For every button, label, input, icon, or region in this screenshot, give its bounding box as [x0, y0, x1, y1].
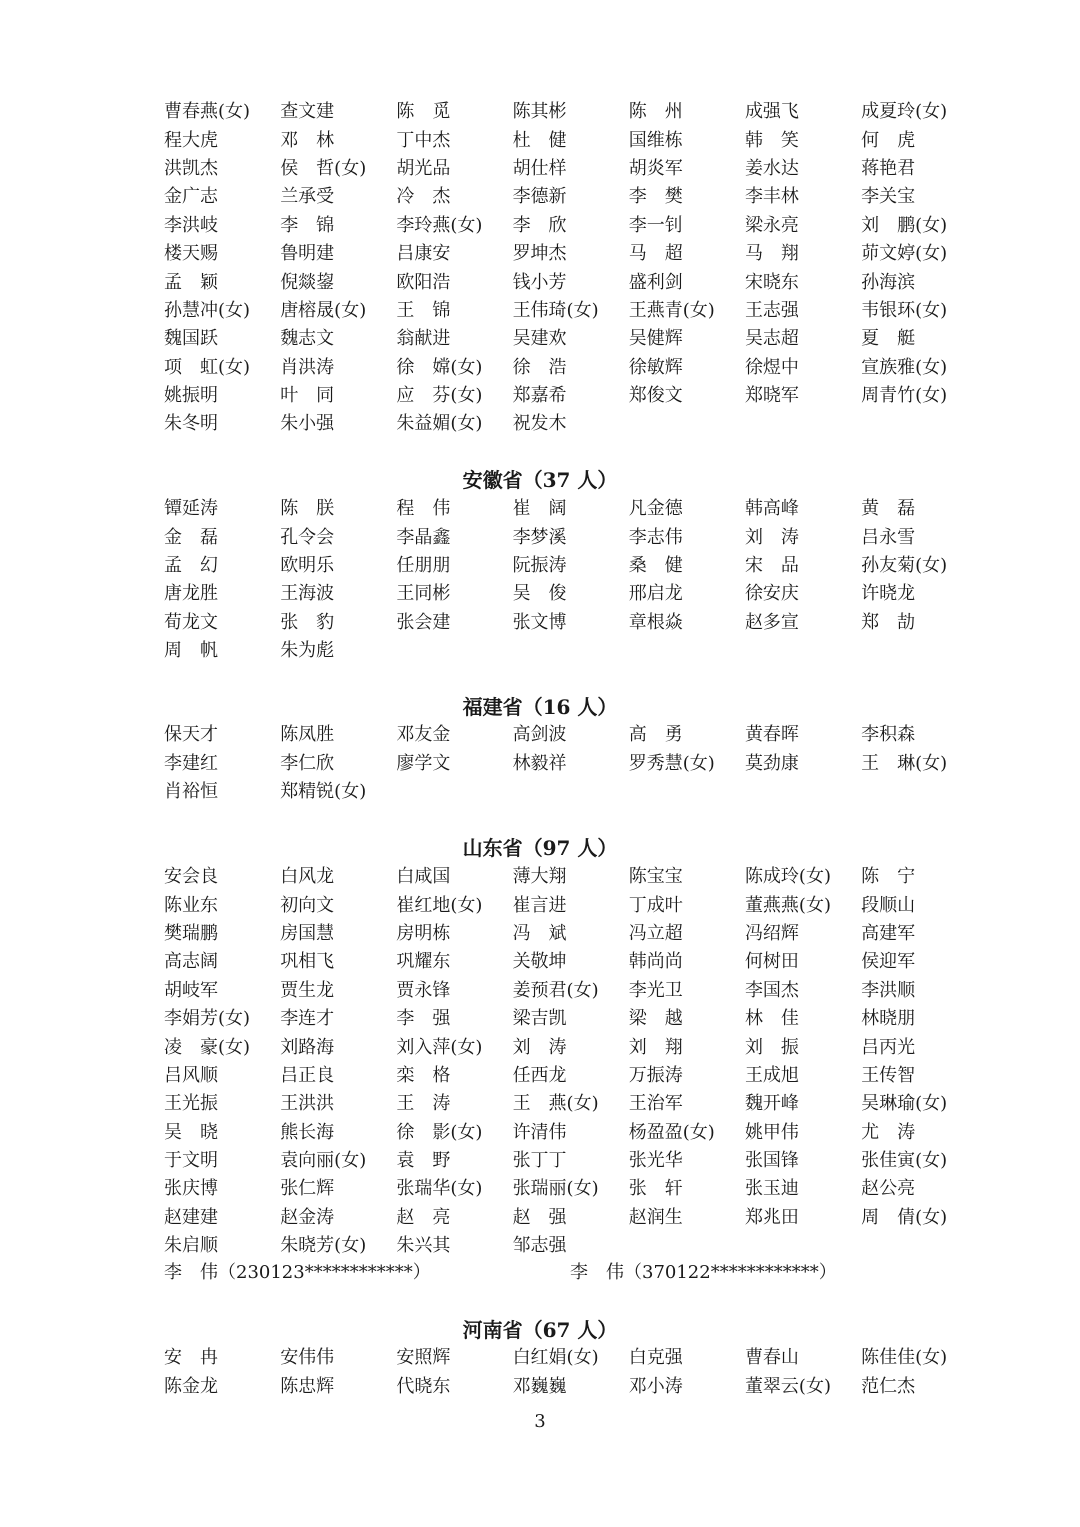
name-row — [164, 721, 977, 749]
name-cell: 张瑞华(女) — [396, 1178, 483, 1200]
name-row — [164, 609, 977, 637]
name-cell: 李 樊 — [628, 186, 683, 208]
name-cell: 范仁杰 — [861, 1375, 916, 1397]
name-cell: 李洪顺 — [861, 979, 916, 1001]
name-cell: 朱小强 — [280, 413, 335, 435]
name-cell: 赵润生 — [628, 1206, 683, 1228]
name-cell: 钱小芳 — [512, 271, 567, 293]
name-cell: 张玉迪 — [744, 1178, 799, 1200]
name-cell: 邓小涛 — [628, 1375, 683, 1397]
name-cell: 章根焱 — [628, 611, 683, 633]
name-cell: 郑兆田 — [744, 1206, 799, 1228]
name-cell: 曹春山 — [744, 1347, 799, 1369]
name-cell: 韦银环(女) — [861, 299, 948, 321]
name-row — [164, 977, 977, 1005]
name-cell: 邓巍巍 — [512, 1375, 567, 1397]
name-cell: 王海波 — [280, 583, 335, 605]
name-cell: 查文建 — [280, 101, 335, 123]
name-row — [164, 183, 977, 211]
name-cell: 王洪洪 — [280, 1093, 335, 1115]
name-cell: 于文明 — [164, 1150, 218, 1172]
name-cell: 欧明乐 — [280, 554, 335, 576]
name-row — [164, 98, 977, 126]
name-cell: 孟 颖 — [164, 271, 218, 293]
name-cell: 袁向丽(女) — [280, 1150, 367, 1172]
name-cell: 高剑波 — [512, 724, 567, 746]
name-cell: 翁献进 — [396, 328, 451, 350]
name-cell: 房明栋 — [396, 922, 451, 944]
name-cell: 许清伟 — [512, 1121, 567, 1143]
name-cell: 徐 嫦(女) — [396, 356, 483, 378]
name-cell: 初向文 — [280, 894, 335, 916]
name-cell: 王治军 — [628, 1093, 683, 1115]
name-cell: 金 磊 — [164, 526, 218, 548]
name-cell: 梁永亮 — [744, 214, 799, 236]
name-cell: 程大虎 — [164, 129, 218, 151]
name-cell: 姚甲伟 — [744, 1121, 799, 1143]
name-cell: 马 翔 — [744, 243, 799, 265]
name-cell: 王燕青(女) — [628, 299, 715, 321]
name-cell: 蒋艳君 — [861, 157, 916, 179]
name-cell: 姜预君(女) — [512, 979, 599, 1001]
name-cell: 李一钊 — [628, 214, 683, 236]
name-cell: 李 欣 — [512, 214, 567, 236]
section-heading-shandong: 山东省（97 人） — [462, 836, 618, 860]
name-cell: 韩尚尚 — [628, 951, 683, 973]
name-row — [164, 778, 977, 806]
name-cell: 金广志 — [164, 186, 218, 208]
name-cell: 安照辉 — [396, 1347, 451, 1369]
name-cell: 刘 振 — [744, 1036, 799, 1058]
name-cell: 王传智 — [861, 1064, 916, 1086]
name-cell: 吕风顺 — [164, 1064, 218, 1086]
name-cell: 宣族雅(女) — [861, 356, 948, 378]
name-cell: 赵金涛 — [280, 1206, 335, 1228]
name-cell: 李志伟 — [628, 526, 683, 548]
name-cell: 王 锦 — [396, 299, 451, 321]
name-cell: 赵多宣 — [744, 611, 799, 633]
name-row — [164, 268, 977, 296]
name-cell: 廖学文 — [396, 752, 451, 774]
name-cell: 郑精锐(女) — [280, 780, 367, 802]
name-cell: 朱晓芳(女) — [280, 1235, 367, 1257]
name-cell: 黄 磊 — [861, 498, 916, 520]
name-cell: 孔令会 — [280, 526, 335, 548]
name-cell: 吕康安 — [396, 243, 451, 265]
name-cell: 张会建 — [396, 611, 451, 633]
name-cell: 李玲燕(女) — [396, 214, 483, 236]
name-row — [164, 1119, 977, 1147]
name-row — [164, 212, 977, 240]
name-grid-anhui — [164, 495, 977, 665]
name-cell: 徐煜中 — [744, 356, 799, 378]
name-cell: 袁 野 — [396, 1150, 451, 1172]
name-cell: 吴 俊 — [512, 583, 567, 605]
name-cell: 张佳寅(女) — [861, 1150, 948, 1172]
name-row — [164, 297, 977, 325]
section-heading-anhui: 安徽省（37 人） — [462, 468, 618, 492]
name-cell: 吴志超 — [744, 328, 799, 350]
name-cell: 王 琳(女) — [861, 752, 948, 774]
name-row — [164, 891, 977, 919]
name-cell: 张庆博 — [164, 1178, 218, 1200]
name-row — [164, 948, 977, 976]
name-row — [164, 1175, 977, 1203]
name-cell: 许晓龙 — [861, 583, 916, 605]
name-row — [164, 749, 977, 777]
name-cell: 李梦溪 — [512, 526, 567, 548]
name-cell: 朱冬明 — [164, 413, 218, 435]
name-cell: 徐敏辉 — [628, 356, 683, 378]
name-cell: 郑俊文 — [628, 385, 683, 407]
name-cell: 李德新 — [512, 186, 567, 208]
name-cell: 刘 涛 — [744, 526, 799, 548]
name-row — [164, 240, 977, 268]
name-cell: 陈 觅 — [396, 101, 451, 123]
name-cell: 高 勇 — [628, 724, 683, 746]
name-cell: 孙海滨 — [861, 271, 916, 293]
name-cell: 郑 劼 — [861, 611, 916, 633]
name-cell: 段顺山 — [861, 894, 916, 916]
name-cell: 李建红 — [164, 752, 218, 774]
name-cell: 凌 豪(女) — [164, 1036, 251, 1058]
name-cell: 陈业东 — [164, 894, 218, 916]
name-cell: 张 豹 — [280, 611, 335, 633]
name-cell: 徐 浩 — [512, 356, 567, 378]
name-cell: 魏志文 — [280, 328, 335, 350]
name-cell: 代晓东 — [396, 1375, 451, 1397]
name-cell: 李丰林 — [744, 186, 799, 208]
name-cell: 莫劲康 — [744, 752, 799, 774]
name-cell: 刘 鹏(女) — [861, 214, 948, 236]
name-cell: 李娟芳(女) — [164, 1008, 251, 1030]
name-cell: 李 锦 — [280, 214, 335, 236]
name-cell: 朱兴其 — [396, 1235, 451, 1257]
name-cell: 李关宝 — [861, 186, 916, 208]
name-cell: 刘 涛 — [512, 1036, 567, 1058]
section-heading-fujian: 福建省（16 人） — [462, 695, 618, 719]
name-cell: 周 倩(女) — [861, 1206, 948, 1228]
name-cell: 胡炎军 — [628, 157, 683, 179]
section-heading-henan: 河南省（67 人） — [462, 1318, 618, 1342]
name-cell: 孙友菊(女) — [861, 554, 948, 576]
name-cell: 陈金龙 — [164, 1375, 218, 1397]
name-cell: 王志强 — [744, 299, 799, 321]
name-cell: 栾 格 — [396, 1064, 451, 1086]
name-cell: 刘入萍(女) — [396, 1036, 483, 1058]
name-cell: 安会良 — [164, 866, 218, 888]
name-cell: 王光振 — [164, 1093, 218, 1115]
name-cell: 李 强 — [396, 1008, 451, 1030]
name-cell: 赵 亮 — [396, 1206, 451, 1228]
name-row — [164, 410, 977, 438]
name-cell: 吴琳瑜(女) — [861, 1093, 948, 1115]
name-cell: 茆文婷(女) — [861, 243, 948, 265]
name-row — [164, 1147, 977, 1175]
name-cell: 马 超 — [628, 243, 683, 265]
name-cell: 朱启顺 — [164, 1235, 218, 1257]
name-cell: 欧阳浩 — [396, 271, 451, 293]
name-row — [164, 1033, 977, 1061]
name-cell: 盛利剑 — [628, 271, 683, 293]
name-cell: 白咸国 — [396, 866, 451, 888]
name-cell: 罗秀慧(女) — [628, 752, 715, 774]
name-cell: 贾永锋 — [396, 979, 451, 1001]
name-cell: 姚振明 — [164, 385, 218, 407]
name-cell: 韩高峰 — [744, 498, 799, 520]
name-cell: 张国锋 — [744, 1150, 799, 1172]
name-cell: 林晓朋 — [861, 1008, 916, 1030]
name-cell: 宋 品 — [744, 554, 799, 576]
name-cell: 吕正良 — [280, 1064, 335, 1086]
name-grid-fujian — [164, 721, 977, 806]
name-cell: 楼天赐 — [164, 243, 218, 265]
name-cell: 成强飞 — [744, 101, 799, 123]
name-cell: 王 涛 — [396, 1093, 451, 1115]
name-row — [164, 552, 977, 580]
name-cell: 梁吉凯 — [512, 1008, 567, 1030]
name-cell: 冯立超 — [628, 922, 683, 944]
name-row — [164, 1372, 977, 1400]
name-cell: 高建军 — [861, 922, 916, 944]
name-cell: 朱为彪 — [280, 640, 335, 662]
name-cell: 丁成叶 — [628, 894, 683, 916]
name-cell: 何树田 — [744, 951, 799, 973]
name-cell: 叶 同 — [280, 385, 335, 407]
name-cell: 崔红地(女) — [396, 894, 483, 916]
name-cell: 成夏玲(女) — [861, 101, 948, 123]
name-cell: 李晶鑫 — [396, 526, 451, 548]
name-cell: 郑嘉希 — [512, 385, 567, 407]
name-cell: 吴健辉 — [628, 328, 683, 350]
name-cell: 姜水达 — [744, 157, 799, 179]
name-cell: 巩相飞 — [280, 951, 335, 973]
name-cell: 白克强 — [628, 1347, 683, 1369]
name-row — [164, 354, 977, 382]
name-cell: 高志阔 — [164, 951, 218, 973]
name-row — [164, 580, 977, 608]
name-cell: 陈忠辉 — [280, 1375, 335, 1397]
name-cell: 兰承受 — [280, 186, 335, 208]
name-cell: 李连才 — [280, 1008, 335, 1030]
name-cell: 肖洪涛 — [280, 356, 335, 378]
name-cell: 朱益媚(女) — [396, 413, 483, 435]
name-cell: 巩耀东 — [396, 951, 451, 973]
name-cell: 邹志强 — [512, 1235, 567, 1257]
name-cell: 崔 阔 — [512, 498, 567, 520]
name-cell: 贾生龙 — [280, 979, 335, 1001]
name-row — [164, 920, 977, 948]
name-cell: 孙慧冲(女) — [164, 299, 251, 321]
name-cell: 陈 朕 — [280, 498, 335, 520]
name-cell: 桑 健 — [628, 554, 683, 576]
name-cell: 白红娟(女) — [512, 1347, 599, 1369]
name-cell: 项 虹(女) — [164, 356, 251, 378]
name-cell: 陈成玲(女) — [744, 866, 831, 888]
name-row — [164, 155, 977, 183]
name-cell: 张丁丁 — [512, 1150, 567, 1172]
name-cell: 郑晓军 — [744, 385, 799, 407]
name-cell: 张 轩 — [628, 1178, 683, 1200]
name-cell: 吴 晓 — [164, 1121, 218, 1143]
name-cell: 阮振涛 — [512, 554, 567, 576]
name-cell: 陈 宁 — [861, 866, 916, 888]
name-cell: 胡仕样 — [512, 157, 567, 179]
name-cell: 荀龙文 — [164, 611, 218, 633]
name-cell: 肖裕恒 — [164, 780, 218, 802]
name-row — [164, 863, 977, 891]
name-cell: 王 燕(女) — [512, 1093, 599, 1115]
name-row — [164, 382, 977, 410]
name-cell: 保天才 — [164, 724, 218, 746]
name-cell: 赵建建 — [164, 1206, 218, 1228]
name-cell: 赵公亮 — [861, 1178, 916, 1200]
name-cell: 黄春晖 — [744, 724, 799, 746]
name-cell: 李国杰 — [744, 979, 799, 1001]
name-cell: 任朋朋 — [396, 554, 451, 576]
name-row — [164, 325, 977, 353]
name-cell: 任西龙 — [512, 1064, 567, 1086]
name-cell: 赵 强 — [512, 1206, 567, 1228]
name-cell: 程 伟 — [396, 498, 451, 520]
name-cell: 邓 林 — [280, 129, 335, 151]
name-cell: 杜 健 — [512, 129, 567, 151]
name-cell: 关敬坤 — [512, 951, 567, 973]
name-cell: 吕丙光 — [861, 1036, 916, 1058]
name-row — [164, 1062, 977, 1090]
page-number: 3 — [534, 1411, 546, 1432]
name-cell: 鲁明建 — [280, 243, 335, 265]
name-cell: 胡岐军 — [164, 979, 218, 1001]
name-cell: 张仁辉 — [280, 1178, 335, 1200]
name-cell: 冷 杰 — [396, 186, 451, 208]
name-cell: 侯 哲(女) — [280, 157, 367, 179]
name-grid-continued — [164, 98, 977, 439]
name-cell: 安伟伟 — [280, 1347, 335, 1369]
name-cell: 张瑞丽(女) — [512, 1178, 599, 1200]
name-cell: 吕永雪 — [861, 526, 916, 548]
name-cell: 韩 笑 — [744, 129, 799, 151]
name-cell: 白风龙 — [280, 866, 335, 888]
name-cell: 唐榕晟(女) — [280, 299, 367, 321]
name-cell: 张光华 — [628, 1150, 683, 1172]
name-cell: 胡光品 — [396, 157, 451, 179]
name-cell: 徐 影(女) — [396, 1121, 483, 1143]
name-cell: 杨盈盈(女) — [628, 1121, 715, 1143]
name-row — [164, 1344, 977, 1372]
name-cell: 曹春燕(女) — [164, 101, 251, 123]
name-cell: 唐龙胜 — [164, 583, 218, 605]
name-cell: 邢启龙 — [628, 583, 683, 605]
name-cell: 孟 幻 — [164, 554, 218, 576]
name-cell: 熊长海 — [280, 1121, 335, 1143]
name-cell: 刘 翔 — [628, 1036, 683, 1058]
name-cell: 李光卫 — [628, 979, 683, 1001]
name-cell: 凡金德 — [628, 498, 683, 520]
name-cell: 陈其彬 — [512, 101, 567, 123]
name-cell: 李仁欣 — [280, 752, 335, 774]
name-row — [164, 126, 977, 154]
name-cell: 薄大翔 — [512, 866, 567, 888]
name-row — [164, 637, 977, 665]
name-row — [164, 1090, 977, 1118]
name-cell: 冯 斌 — [512, 922, 567, 944]
name-row — [164, 1232, 977, 1260]
name-cell: 侯迎军 — [861, 951, 916, 973]
name-cell: 梁 越 — [628, 1008, 683, 1030]
name-cell: 陈凤胜 — [280, 724, 335, 746]
name-cell: 丁中杰 — [396, 129, 451, 151]
name-cell: 魏国跃 — [164, 328, 218, 350]
name-cell: 周 帆 — [164, 640, 218, 662]
name-cell: 邓友金 — [396, 724, 451, 746]
name-row — [164, 1204, 977, 1232]
name-cell: 王同彬 — [396, 583, 451, 605]
name-cell: 魏开峰 — [744, 1093, 799, 1115]
name-cell: 陈宝宝 — [628, 866, 683, 888]
name-cell: 罗坤杰 — [512, 243, 567, 265]
duplicate-name-right: 李 伟（370122************） — [570, 1262, 837, 1283]
name-cell: 祝发木 — [512, 413, 567, 435]
name-cell: 房国慧 — [280, 922, 335, 944]
name-cell: 镡延涛 — [164, 498, 218, 520]
name-cell: 应 芬(女) — [396, 385, 483, 407]
name-cell: 万振涛 — [628, 1064, 683, 1086]
name-cell: 林 佳 — [744, 1008, 799, 1030]
name-cell: 陈 州 — [628, 101, 683, 123]
name-cell: 王伟琦(女) — [512, 299, 599, 321]
name-grid-henan — [164, 1344, 977, 1401]
name-cell: 宋晓东 — [744, 271, 799, 293]
name-cell: 崔言进 — [512, 894, 567, 916]
name-cell: 徐安庆 — [744, 583, 799, 605]
name-cell: 樊瑞鹏 — [164, 922, 218, 944]
name-cell: 冯绍辉 — [744, 922, 799, 944]
name-cell: 吴建欢 — [512, 328, 567, 350]
name-cell: 倪燚鋆 — [280, 271, 335, 293]
duplicate-name-left: 李 伟（230123************） — [164, 1262, 431, 1283]
name-cell: 张文博 — [512, 611, 567, 633]
name-cell: 王成旭 — [744, 1064, 799, 1086]
name-cell: 周青竹(女) — [861, 385, 948, 407]
name-row — [164, 495, 977, 523]
name-cell: 国维栋 — [628, 129, 683, 151]
name-row — [164, 523, 977, 551]
name-cell: 林毅祥 — [512, 752, 567, 774]
name-cell: 何 虎 — [861, 129, 916, 151]
name-cell: 夏 艇 — [861, 328, 916, 350]
name-grid-shandong — [164, 863, 977, 1260]
name-cell: 陈佳佳(女) — [861, 1347, 948, 1369]
name-row — [164, 1005, 977, 1033]
name-cell: 李洪岐 — [164, 214, 218, 236]
name-cell: 李积森 — [861, 724, 916, 746]
name-cell: 董燕燕(女) — [744, 894, 831, 916]
name-cell: 尤 涛 — [861, 1121, 916, 1143]
name-cell: 安 冉 — [164, 1347, 218, 1369]
name-cell: 董翠云(女) — [744, 1375, 831, 1397]
name-cell: 刘路海 — [280, 1036, 335, 1058]
name-cell: 洪凯杰 — [164, 157, 218, 179]
